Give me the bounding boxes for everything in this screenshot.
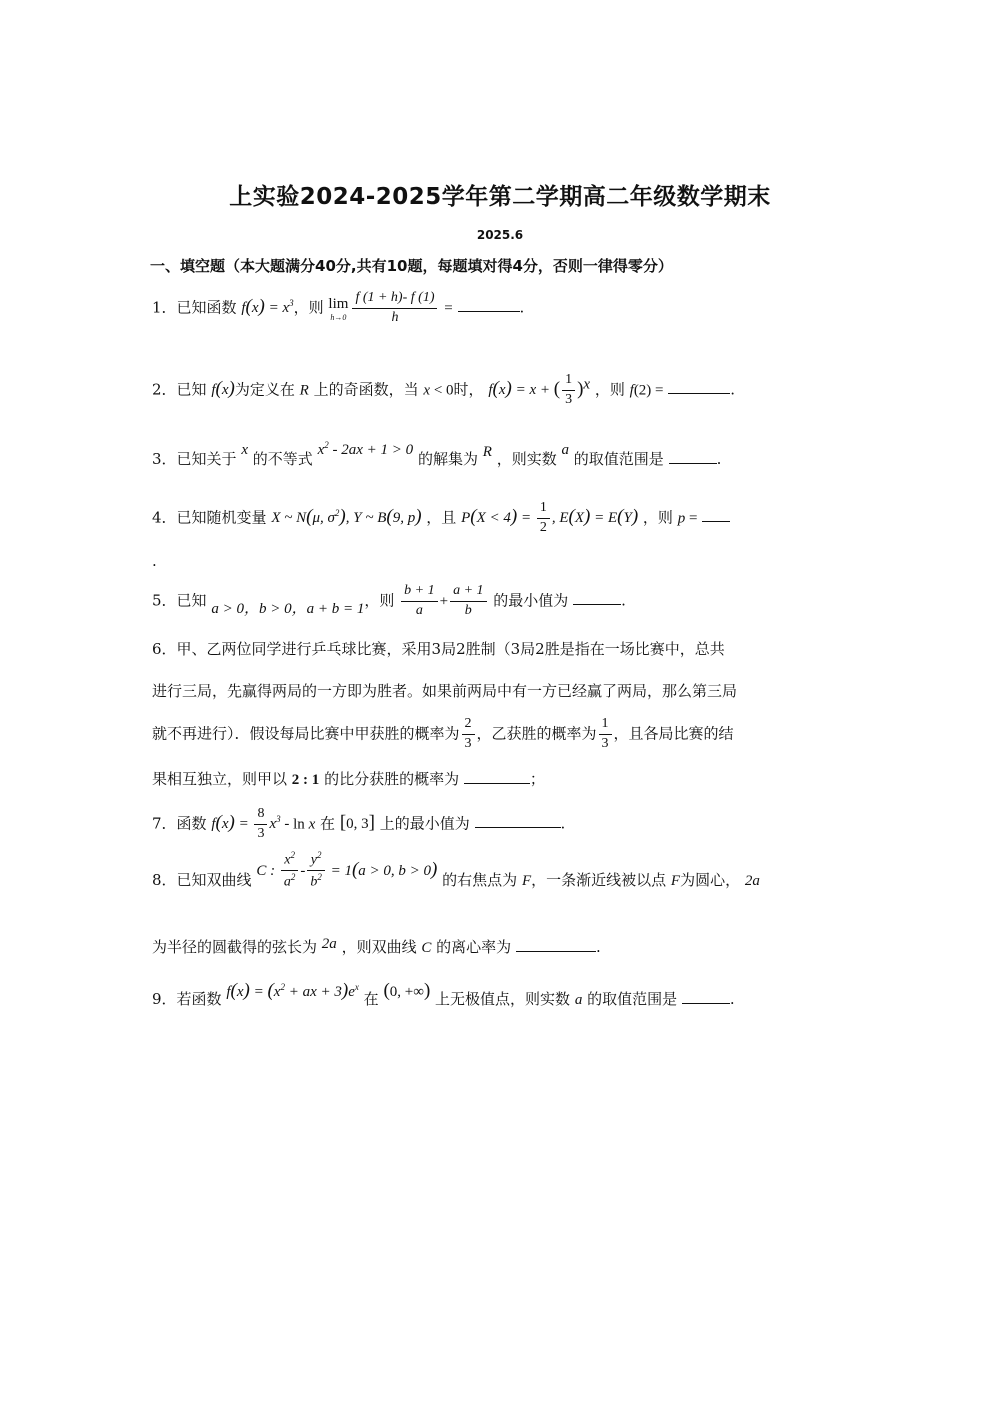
answer-blank bbox=[464, 771, 530, 784]
exam-title: 上实验2024-2025学年第二学期高二年级数学期末 bbox=[229, 184, 771, 210]
math-expression: C bbox=[421, 940, 432, 956]
section-heading: 一、填空题（本大题满分40分,共有10题，每题填对得4分，否则一律得零分） bbox=[150, 257, 673, 275]
punctuation: . bbox=[152, 552, 157, 570]
punctuation: ； bbox=[529, 770, 545, 788]
math-expression: f(x) bbox=[211, 378, 235, 400]
question-2: 2．已知 f(x)为定义在 R 上的奇函数，当 x < 0时， f(x) = x + ( $\frac{1}{3}$ )$^x$ ，则 f(2) = . bbox=[152, 372, 736, 407]
question-text: 函数 bbox=[176, 814, 207, 833]
math-expression: p bbox=[677, 510, 686, 527]
question-number: 5． bbox=[152, 591, 177, 610]
math-fraction: $\frac{f (1 + h)- f (1)}{h}$ bbox=[352, 290, 437, 327]
question-number: 4． bbox=[152, 508, 177, 527]
question-text: 为圆心， bbox=[680, 870, 741, 889]
math-expression: x bbox=[241, 442, 249, 458]
math-expression: R bbox=[299, 382, 309, 399]
answer-blank bbox=[668, 381, 730, 394]
math-expression: P(X < 4) = bbox=[461, 506, 535, 528]
question-text: 的离心率为 bbox=[436, 938, 512, 956]
math-fraction: $\frac{a + 1}{b}$ bbox=[450, 583, 486, 620]
question-text: ，乙获胜的概率为 bbox=[476, 724, 597, 743]
math-expression: F bbox=[521, 872, 532, 889]
question-5: 5．已知 a > 0，b > 0，a + b = 1，则 $\frac{b + 1}{a}$ + $\frac{a + 1}{b}$ 的最小值为 . bbox=[152, 583, 626, 618]
math-expression: f bbox=[629, 382, 634, 399]
math-expression: 2a bbox=[321, 936, 337, 952]
answer-blank bbox=[475, 815, 561, 828]
question-text: 的取值范围是 bbox=[573, 450, 664, 468]
question-7: 7．函数 f(x) = $\frac{8}{3}$ $x^3$ - ln x 在 [0, 3] 上的最小值为 . bbox=[152, 806, 566, 841]
question-1: 1．已知函数 $f(x) = x^3$，则 lim h→0 $\frac{f (1 + h)- f (1)}{h}$ = . bbox=[152, 290, 525, 325]
math-expression: $x^2 - 2ax + 1 > 0$ bbox=[317, 440, 414, 458]
question-text: 为定义在 bbox=[234, 380, 295, 399]
question-number: 1． bbox=[152, 298, 177, 317]
question-text: 已知随机变量 bbox=[176, 508, 267, 527]
math-fraction: $\frac{1}{2}$ bbox=[537, 500, 550, 537]
question-number: 8． bbox=[152, 870, 177, 889]
answer-blank bbox=[702, 509, 730, 522]
math-expression: $f(x) = (x^2$ + ax + $3)e^x$ bbox=[226, 980, 359, 1001]
math-expression: X ~ N(μ, $\sigma^2$), Y ~ B(9, p) bbox=[271, 506, 422, 528]
math-expression: [0, 3] bbox=[339, 812, 375, 834]
exam-date: 2025.6 bbox=[476, 228, 524, 242]
punctuation: . bbox=[716, 450, 722, 468]
math-expression: F bbox=[670, 872, 681, 889]
question-3 bbox=[152, 440, 722, 469]
question-text: 的解集为 bbox=[417, 450, 478, 468]
math-expression: (0, +∞) bbox=[383, 980, 431, 1001]
answer-blank bbox=[573, 592, 621, 605]
math-expression: $f(x) = x^3$ bbox=[241, 296, 294, 318]
question-8-line-2 bbox=[152, 938, 601, 957]
answer-blank bbox=[669, 451, 717, 464]
question-text: 的最小值为 bbox=[493, 591, 569, 610]
question-text: 时， bbox=[453, 380, 484, 399]
question-text: ，且各局比赛的结 bbox=[613, 724, 734, 743]
question-9 bbox=[152, 980, 735, 1011]
math-expression: a bbox=[574, 992, 583, 1008]
question-text: 的不等式 bbox=[252, 450, 313, 468]
question-text: 为半径的圆截得的弦长为 bbox=[152, 938, 318, 956]
punctuation: . bbox=[729, 990, 735, 1008]
question-6 bbox=[152, 640, 725, 658]
question-4: 4．已知随机变量 X ~ N(μ, $\sigma^2$), Y ~ B(9, p) ，且 P(X < 4) = $\frac{1}{2}$ , E(X) = E(Y) ，则 p = bbox=[152, 500, 730, 537]
question-text: 上的最小值为 bbox=[379, 814, 470, 833]
question-text: 已知 bbox=[176, 380, 207, 399]
math-expression: R bbox=[482, 444, 492, 460]
question-text: 在 bbox=[363, 990, 379, 1008]
math-fraction: $\frac{2}{3}$ bbox=[462, 716, 475, 753]
question-4-continued bbox=[152, 552, 157, 570]
question-number: 2． bbox=[152, 380, 177, 399]
question-number: 6． bbox=[152, 640, 177, 658]
question-text: ，则 bbox=[293, 298, 324, 317]
question-text: 就不再进行）．假设每局比赛中甲获胜的概率为 bbox=[152, 724, 460, 743]
question-6-line-2 bbox=[152, 682, 737, 700]
math-fraction: $\frac{y^2}{b^2}$ bbox=[307, 850, 325, 892]
question-number: 3． bbox=[152, 450, 177, 468]
question-6-line-3 bbox=[152, 716, 734, 753]
question-text: ，则双曲线 bbox=[341, 938, 417, 956]
math-fraction: $\frac{8}{3}$ bbox=[254, 806, 267, 843]
question-text: 进行三局，先赢得两局的一方即为胜者。如果前两局中有一方已经赢了两局，那么第三局 bbox=[152, 682, 738, 700]
punctuation: . bbox=[560, 814, 566, 833]
question-text: ，一条渐近线被以点 bbox=[531, 870, 667, 889]
math-expression: f(x) = bbox=[211, 812, 253, 834]
question-8: 8．已知双曲线 C : $\frac{x^2}{a^2}$ - $\frac{y^2}{b^2}$ = 1(a > 0, b > 0) 的右焦点为 F，一条渐近线被以点 F为圆心， 2a bbox=[152, 850, 760, 891]
punctuation: . bbox=[730, 380, 736, 399]
question-number: 7． bbox=[152, 814, 177, 833]
question-number: 9． bbox=[152, 990, 177, 1008]
math-expression: f(x) = x + bbox=[488, 378, 554, 400]
question-text: ，则 bbox=[642, 508, 673, 527]
question-text: 已知双曲线 bbox=[176, 870, 252, 889]
question-text: ，则 bbox=[364, 591, 395, 610]
math-expression: a bbox=[561, 442, 569, 458]
punctuation: . bbox=[519, 298, 525, 317]
answer-blank bbox=[458, 299, 520, 312]
question-text: 已知函数 bbox=[176, 298, 237, 317]
question-text: 果相互独立，则甲以 bbox=[152, 770, 288, 788]
question-text: 上无极值点，则实数 bbox=[435, 990, 571, 1008]
question-text: 的右焦点为 bbox=[442, 870, 518, 889]
math-expression: x bbox=[423, 382, 431, 399]
math-expression: a > 0，b > 0，a + b = 1 bbox=[211, 601, 365, 618]
math-fraction: $\frac{b + 1}{a}$ bbox=[401, 583, 437, 620]
question-text: ，且 bbox=[426, 508, 457, 527]
math-expression: 2a bbox=[744, 872, 760, 889]
question-text: 若函数 bbox=[176, 990, 222, 1008]
punctuation: . bbox=[595, 938, 601, 956]
math-expression: 2 : 1 bbox=[291, 772, 320, 788]
question-text: ，则 bbox=[594, 380, 625, 399]
question-text: 已知 bbox=[176, 591, 207, 610]
answer-blank bbox=[516, 939, 596, 952]
question-text: 已知关于 bbox=[176, 450, 237, 468]
math-fraction: $\frac{1}{3}$ bbox=[599, 716, 612, 753]
question-text: ，则实数 bbox=[496, 450, 557, 468]
question-text: 的比分获胜的概率为 bbox=[324, 770, 460, 788]
math-limit: lim h→0 bbox=[328, 295, 349, 322]
math-fraction: $\frac{x^2}{a^2}$ bbox=[281, 850, 299, 892]
punctuation: . bbox=[621, 591, 626, 610]
question-text: 在 bbox=[320, 814, 336, 833]
math-expression: C : bbox=[256, 862, 279, 879]
question-text: 上的奇函数，当 bbox=[313, 380, 419, 399]
question-text: 甲、乙两位同学进行乒乓球比赛，采用3局2胜制（3局2胜是指在一场比赛中，总共 bbox=[176, 640, 725, 658]
math-fraction: $\frac{1}{3}$ bbox=[562, 372, 575, 409]
answer-blank bbox=[682, 991, 730, 1004]
question-6-line-4 bbox=[152, 770, 545, 789]
question-text: 的取值范围是 bbox=[587, 990, 678, 1008]
